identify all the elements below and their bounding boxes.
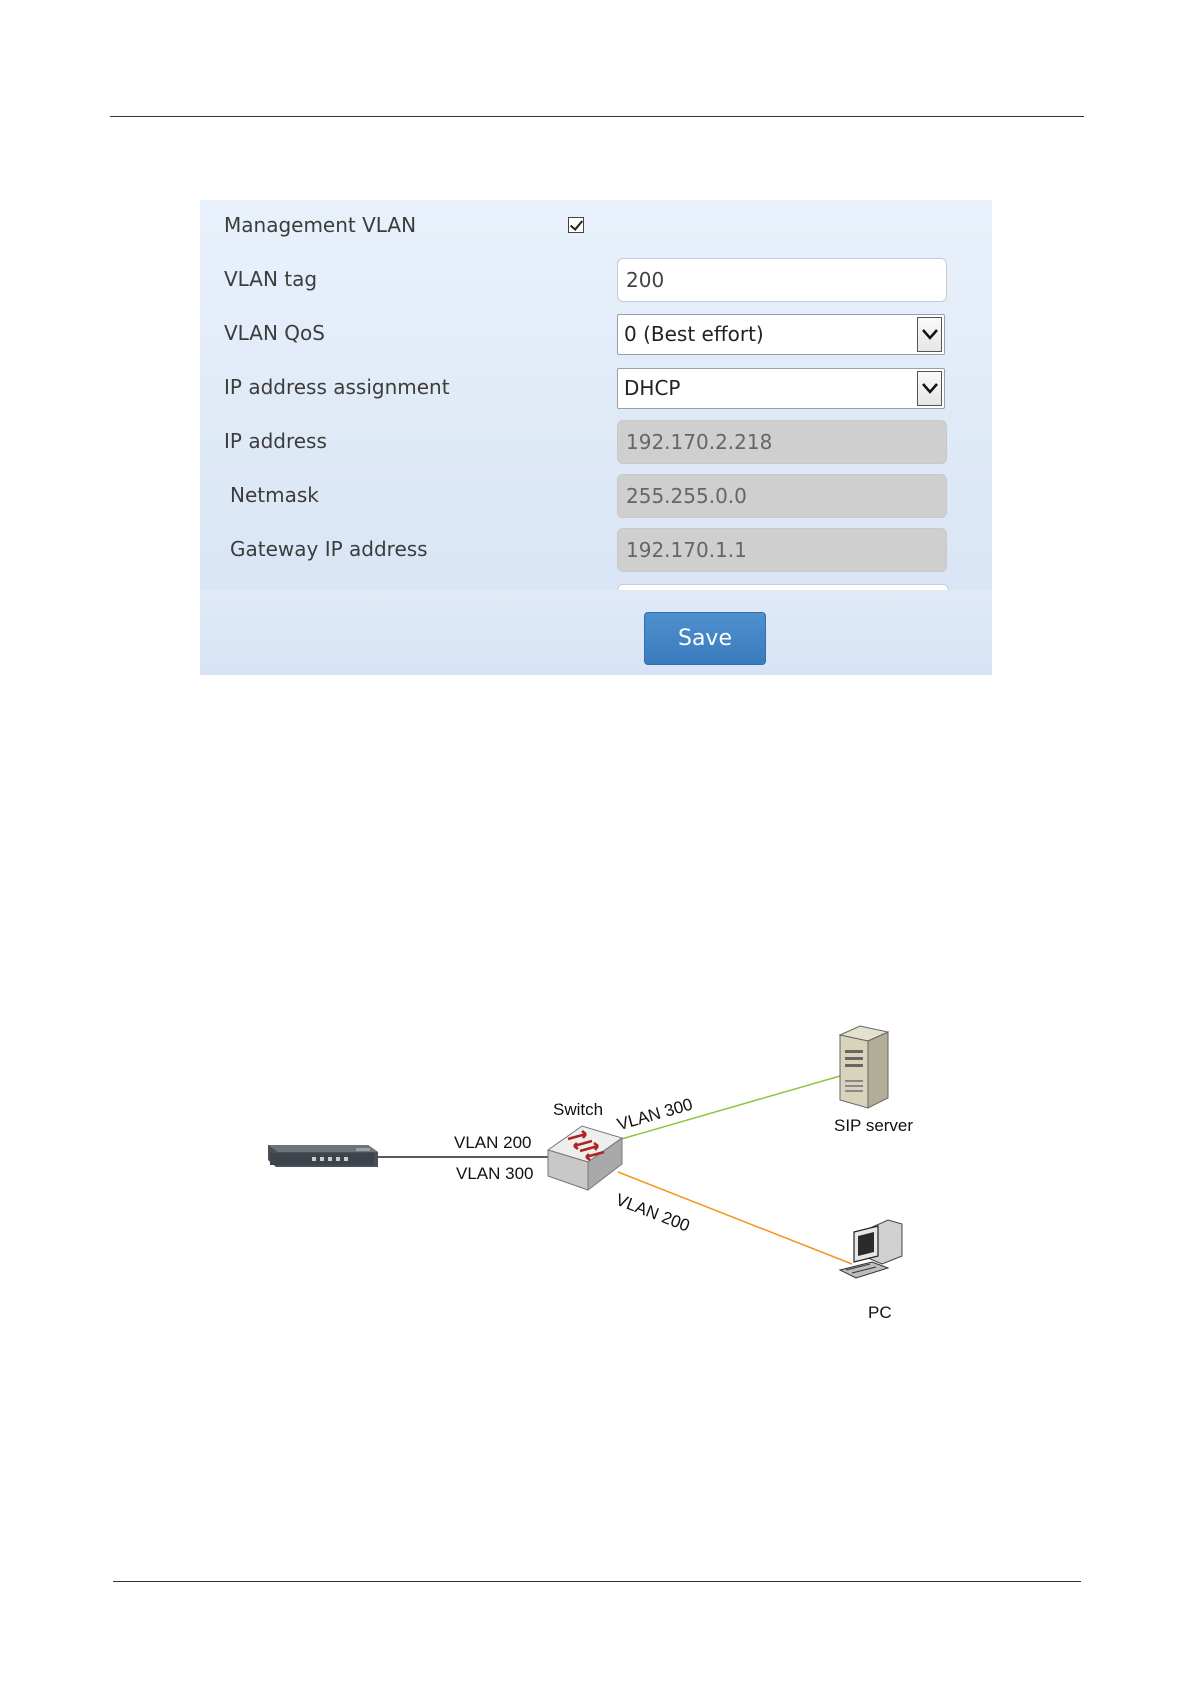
management-vlan-settings-panel: [200, 200, 992, 675]
uplink-vlan-label-2: VLAN 300: [456, 1164, 534, 1183]
management-vlan-label: Management VLAN: [224, 213, 417, 237]
netmask-value: 255.255.0.0: [626, 484, 747, 508]
chevron-down-icon[interactable]: [917, 317, 942, 352]
vlan-qos-label: VLAN QoS: [224, 321, 325, 345]
vlan-network-diagram: [0, 1000, 1191, 1340]
sip-link-vlan-label: VLAN 300: [615, 1094, 695, 1135]
ip-assignment-label: IP address assignment: [224, 375, 450, 399]
pc-icon: [840, 1220, 902, 1278]
server-icon: [840, 1026, 888, 1108]
header-rule: [110, 116, 1084, 117]
sip-server-label: SIP server: [834, 1116, 914, 1135]
switch-label: Switch: [553, 1100, 604, 1119]
pc-label: PC: [868, 1303, 892, 1322]
management-vlan-checkbox[interactable]: [568, 217, 584, 233]
vlan-qos-value: 0 (Best effort): [624, 322, 764, 346]
pc-link-vlan-label: VLAN 200: [613, 1190, 693, 1236]
gateway-ip-field: [617, 528, 947, 572]
save-button[interactable]: Save: [644, 612, 766, 665]
vlan-tag-input[interactable]: [617, 258, 947, 302]
ip-address-label: IP address: [224, 429, 327, 453]
ip-address-field: [617, 420, 947, 464]
footer-rule: [113, 1581, 1081, 1582]
uplink-vlan-label-1: VLAN 200: [454, 1133, 532, 1152]
netmask-label: Netmask: [230, 483, 319, 507]
chevron-down-icon[interactable]: [917, 371, 942, 406]
ip-address-value: 192.170.2.218: [626, 430, 773, 454]
gateway-ip-label: Gateway IP address: [230, 537, 428, 561]
panel-footer: [200, 590, 992, 675]
gateway-ip-value: 192.170.1.1: [626, 538, 747, 562]
ip-assignment-select[interactable]: [617, 368, 945, 409]
vlan-qos-select[interactable]: [617, 314, 945, 355]
netmask-field: [617, 474, 947, 518]
gateway-device-icon: [268, 1145, 378, 1167]
switch-icon: [548, 1126, 622, 1190]
diagram-canvas: [0, 1000, 1191, 1340]
vlan-tag-label: VLAN tag: [224, 267, 318, 291]
ip-assignment-value: DHCP: [624, 376, 681, 400]
vlan-tag-value: 200: [626, 268, 665, 292]
